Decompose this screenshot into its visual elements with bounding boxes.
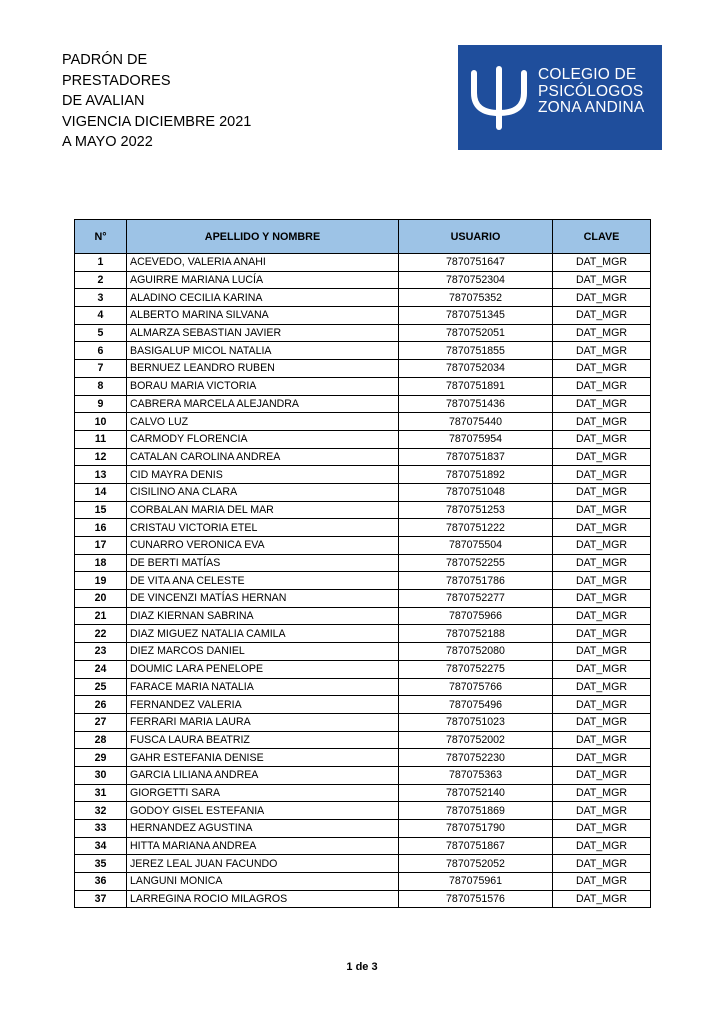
row-number: 30 [75, 766, 127, 784]
row-key: DAT_MGR [553, 324, 651, 342]
row-key: DAT_MGR [553, 430, 651, 448]
row-name: BERNUEZ LEANDRO RUBEN [127, 360, 399, 378]
row-user: 7870752275 [399, 660, 553, 678]
row-number: 18 [75, 554, 127, 572]
table-row [75, 590, 651, 608]
row-key: DAT_MGR [553, 483, 651, 501]
row-key: DAT_MGR [553, 395, 651, 413]
row-user: 7870751790 [399, 820, 553, 838]
row-key: DAT_MGR [553, 731, 651, 749]
row-user: 7870751345 [399, 307, 553, 325]
row-number: 13 [75, 466, 127, 484]
row-user: 7870751048 [399, 483, 553, 501]
table-row [75, 466, 651, 484]
row-name: DIAZ KIERNAN SABRINA [127, 607, 399, 625]
row-user: 7870752140 [399, 784, 553, 802]
row-number: 6 [75, 342, 127, 360]
column-header-number: N° [75, 220, 127, 254]
row-key: DAT_MGR [553, 377, 651, 395]
row-key: DAT_MGR [553, 554, 651, 572]
row-name: CALVO LUZ [127, 413, 399, 431]
table-row [75, 873, 651, 891]
row-name: ALBERTO MARINA SILVANA [127, 307, 399, 325]
row-key: DAT_MGR [553, 342, 651, 360]
row-key: DAT_MGR [553, 837, 651, 855]
row-number: 12 [75, 448, 127, 466]
row-name: GARCIA LILIANA ANDREA [127, 766, 399, 784]
table-row [75, 342, 651, 360]
row-key: DAT_MGR [553, 643, 651, 661]
row-key: DAT_MGR [553, 572, 651, 590]
row-name: DE BERTI MATÍAS [127, 554, 399, 572]
row-key: DAT_MGR [553, 607, 651, 625]
title-line: DE AVALIAN [62, 93, 145, 110]
row-name: BORAU MARIA VICTORIA [127, 377, 399, 395]
row-name: BASIGALUP MICOL NATALIA [127, 342, 399, 360]
row-number: 7 [75, 360, 127, 378]
column-header-name: APELLIDO Y NOMBRE [127, 220, 399, 254]
row-number: 23 [75, 643, 127, 661]
page-number: 1 de 3 [346, 961, 378, 973]
row-user: 7870751023 [399, 713, 553, 731]
row-name: HITTA MARIANA ANDREA [127, 837, 399, 855]
row-key: DAT_MGR [553, 855, 651, 873]
row-user: 7870751647 [399, 254, 553, 272]
row-number: 15 [75, 501, 127, 519]
row-number: 4 [75, 307, 127, 325]
document-title [62, 50, 251, 153]
table-row [75, 820, 651, 838]
row-user: 787075496 [399, 696, 553, 714]
row-name: FERNANDEZ VALERIA [127, 696, 399, 714]
table-row [75, 430, 651, 448]
row-user: 787075504 [399, 537, 553, 555]
row-user: 7870752255 [399, 554, 553, 572]
row-number: 36 [75, 873, 127, 891]
row-key: DAT_MGR [553, 254, 651, 272]
table-row [75, 307, 651, 325]
row-key: DAT_MGR [553, 413, 651, 431]
table-row [75, 802, 651, 820]
row-user: 7870751892 [399, 466, 553, 484]
logo-line: COLEGIO DE [538, 66, 637, 83]
row-key: DAT_MGR [553, 696, 651, 714]
row-user: 7870751837 [399, 448, 553, 466]
row-user: 7870751786 [399, 572, 553, 590]
row-user: 7870752051 [399, 324, 553, 342]
row-name: AGUIRRE MARIANA LUCÍA [127, 271, 399, 289]
table-row [75, 271, 651, 289]
row-number: 33 [75, 820, 127, 838]
row-number: 17 [75, 537, 127, 555]
row-user: 7870751222 [399, 519, 553, 537]
row-user: 7870752080 [399, 643, 553, 661]
row-name: LANGUNI MONICA [127, 873, 399, 891]
row-number: 25 [75, 678, 127, 696]
row-user: 7870752034 [399, 360, 553, 378]
row-user: 7870751576 [399, 890, 553, 908]
title-line: PADRÓN DE [62, 52, 148, 68]
row-name: CID MAYRA DENIS [127, 466, 399, 484]
row-key: DAT_MGR [553, 590, 651, 608]
row-name: HERNANDEZ AGUSTINA [127, 820, 399, 838]
row-number: 9 [75, 395, 127, 413]
row-number: 37 [75, 890, 127, 908]
row-user: 787075363 [399, 766, 553, 784]
row-number: 10 [75, 413, 127, 431]
row-key: DAT_MGR [553, 678, 651, 696]
row-number: 22 [75, 625, 127, 643]
table-header-row [75, 220, 651, 254]
column-header-user: USUARIO [399, 220, 553, 254]
table-row [75, 607, 651, 625]
table-body [75, 254, 651, 908]
row-number: 35 [75, 855, 127, 873]
row-user: 7870751436 [399, 395, 553, 413]
row-user: 7870752304 [399, 271, 553, 289]
table-row [75, 360, 651, 378]
row-key: DAT_MGR [553, 820, 651, 838]
row-name: FERRARI MARIA LAURA [127, 713, 399, 731]
row-user: 7870751867 [399, 837, 553, 855]
row-user: 7870751253 [399, 501, 553, 519]
row-name: CATALAN CAROLINA ANDREA [127, 448, 399, 466]
table-row [75, 554, 651, 572]
table-row [75, 890, 651, 908]
row-name: ACEVEDO, VALERIA ANAHI [127, 254, 399, 272]
table-row [75, 766, 651, 784]
row-key: DAT_MGR [553, 307, 651, 325]
row-number: 3 [75, 289, 127, 307]
logo-line: PSICÓLOGOS [538, 82, 644, 100]
row-name: DE VINCENZI MATÍAS HERNAN [127, 590, 399, 608]
row-number: 26 [75, 696, 127, 714]
table-row [75, 749, 651, 767]
table-row [75, 731, 651, 749]
table-row [75, 784, 651, 802]
row-number: 16 [75, 519, 127, 537]
row-name: DOUMIC LARA PENELOPE [127, 660, 399, 678]
row-number: 1 [75, 254, 127, 272]
table-row [75, 324, 651, 342]
row-number: 34 [75, 837, 127, 855]
column-header-key: CLAVE [553, 220, 651, 254]
table-row [75, 855, 651, 873]
provider-table [74, 219, 651, 908]
row-name: CISILINO ANA CLARA [127, 483, 399, 501]
row-number: 19 [75, 572, 127, 590]
row-name: FUSCA LAURA BEATRIZ [127, 731, 399, 749]
logo-text [538, 67, 644, 117]
row-key: DAT_MGR [553, 713, 651, 731]
row-name: CABRERA MARCELA ALEJANDRA [127, 395, 399, 413]
row-key: DAT_MGR [553, 271, 651, 289]
table-row [75, 572, 651, 590]
row-name: GAHR ESTEFANIA DENISE [127, 749, 399, 767]
row-number: 11 [75, 430, 127, 448]
logo-line: ZONA ANDINA [538, 99, 645, 116]
psi-symbol-icon [466, 65, 532, 131]
row-user: 787075766 [399, 678, 553, 696]
table-row [75, 625, 651, 643]
row-user: 787075440 [399, 413, 553, 431]
table-row [75, 483, 651, 501]
row-user: 787075352 [399, 289, 553, 307]
row-name: GODOY GISEL ESTEFANIA [127, 802, 399, 820]
row-key: DAT_MGR [553, 501, 651, 519]
row-key: DAT_MGR [553, 890, 651, 908]
row-user: 7870751869 [399, 802, 553, 820]
row-user: 7870752277 [399, 590, 553, 608]
row-key: DAT_MGR [553, 660, 651, 678]
table-row [75, 519, 651, 537]
row-key: DAT_MGR [553, 873, 651, 891]
row-name: CARMODY FLORENCIA [127, 430, 399, 448]
row-key: DAT_MGR [553, 466, 651, 484]
row-key: DAT_MGR [553, 766, 651, 784]
table-row [75, 377, 651, 395]
row-number: 28 [75, 731, 127, 749]
table-row [75, 395, 651, 413]
row-name: CORBALAN MARIA DEL MAR [127, 501, 399, 519]
row-name: DIAZ MIGUEZ NATALIA CAMILA [127, 625, 399, 643]
row-number: 20 [75, 590, 127, 608]
row-name: GIORGETTI SARA [127, 784, 399, 802]
title-line: VIGENCIA DICIEMBRE 2021 [62, 113, 252, 130]
row-name: ALADINO CECILIA KARINA [127, 289, 399, 307]
row-user: 7870751891 [399, 377, 553, 395]
row-key: DAT_MGR [553, 784, 651, 802]
table-row [75, 254, 651, 272]
row-name: DE VITA ANA CELESTE [127, 572, 399, 590]
row-number: 31 [75, 784, 127, 802]
title-line: PRESTADORES [62, 72, 171, 89]
row-number: 5 [75, 324, 127, 342]
row-name: DIEZ MARCOS DANIEL [127, 643, 399, 661]
row-name: CRISTAU VICTORIA ETEL [127, 519, 399, 537]
table-row [75, 713, 651, 731]
row-name: LARREGINA ROCIO MILAGROS [127, 890, 399, 908]
row-number: 14 [75, 483, 127, 501]
table-row [75, 660, 651, 678]
row-number: 27 [75, 713, 127, 731]
row-user: 787075961 [399, 873, 553, 891]
row-number: 32 [75, 802, 127, 820]
row-user: 787075966 [399, 607, 553, 625]
table-row [75, 837, 651, 855]
row-number: 29 [75, 749, 127, 767]
row-user: 7870751855 [399, 342, 553, 360]
row-key: DAT_MGR [553, 625, 651, 643]
row-name: CUNARRO VERONICA EVA [127, 537, 399, 555]
row-number: 21 [75, 607, 127, 625]
table-row [75, 678, 651, 696]
row-name: FARACE MARIA NATALIA [127, 678, 399, 696]
row-key: DAT_MGR [553, 360, 651, 378]
table-row [75, 643, 651, 661]
colegio-logo [458, 45, 662, 150]
table-row [75, 448, 651, 466]
row-key: DAT_MGR [553, 448, 651, 466]
row-user: 7870752230 [399, 749, 553, 767]
table-row [75, 501, 651, 519]
row-user: 7870752188 [399, 625, 553, 643]
row-user: 787075954 [399, 430, 553, 448]
table-row [75, 537, 651, 555]
row-name: JEREZ LEAL JUAN FACUNDO [127, 855, 399, 873]
table-row [75, 696, 651, 714]
row-number: 2 [75, 271, 127, 289]
table-row [75, 413, 651, 431]
row-key: DAT_MGR [553, 802, 651, 820]
row-user: 7870752002 [399, 731, 553, 749]
table-row [75, 289, 651, 307]
row-key: DAT_MGR [553, 519, 651, 537]
row-name: ALMARZA SEBASTIAN JAVIER [127, 324, 399, 342]
row-number: 24 [75, 660, 127, 678]
row-key: DAT_MGR [553, 749, 651, 767]
title-line: A MAYO 2022 [62, 134, 153, 151]
row-number: 8 [75, 377, 127, 395]
row-key: DAT_MGR [553, 537, 651, 555]
row-user: 7870752052 [399, 855, 553, 873]
row-key: DAT_MGR [553, 289, 651, 307]
